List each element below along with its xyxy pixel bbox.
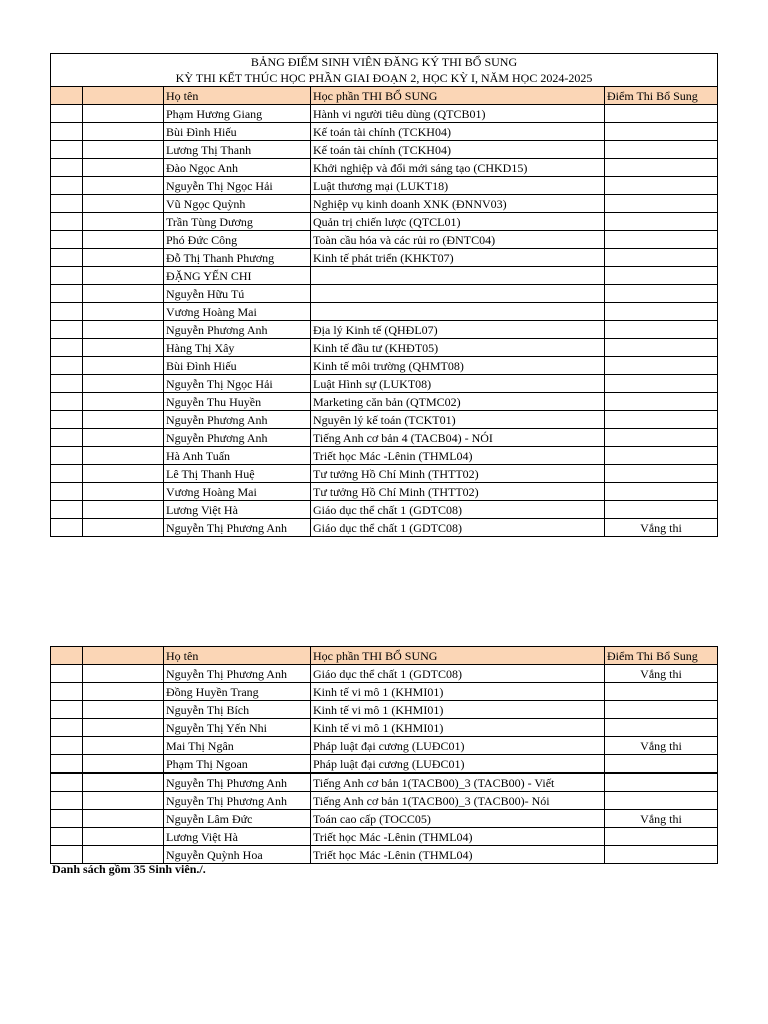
course-name: Marketing căn bản (QTMC02) (311, 393, 605, 411)
score-value (605, 141, 718, 159)
student-name: Bùi Đình Hiếu (164, 357, 311, 375)
student-name: Vương Hoàng Mai (164, 303, 311, 321)
score-value (605, 683, 718, 701)
row-blank-b (83, 411, 164, 429)
student-name: Nguyễn Thị Ngọc Hải (164, 375, 311, 393)
row-blank-a (51, 159, 83, 177)
row-blank-a (51, 141, 83, 159)
score-value (605, 321, 718, 339)
grade-table-2 (50, 646, 718, 864)
row-blank-a (51, 755, 83, 774)
row-blank-b (83, 105, 164, 123)
course-name: Giáo dục thể chất 1 (GDTC08) (311, 501, 605, 519)
table-row (51, 465, 718, 483)
table-row (51, 737, 718, 755)
row-blank-a (51, 303, 83, 321)
footer-note: Danh sách gồm 35 Sinh viên./. (52, 862, 206, 876)
course-name: Kinh tế môi trường (QHMT08) (311, 357, 605, 375)
score-value (605, 285, 718, 303)
course-name: Kế toán tài chính (TCKH04) (311, 123, 605, 141)
table-row (51, 249, 718, 267)
title-row (51, 54, 718, 87)
score-value: Vắng thi (605, 665, 718, 683)
row-blank-a (51, 737, 83, 755)
course-name: Pháp luật đại cương (LUĐC01) (311, 755, 605, 774)
table-row (51, 773, 718, 792)
course-name (311, 285, 605, 303)
student-name: ĐẶNG YẾN CHI (164, 267, 311, 285)
row-blank-a (51, 411, 83, 429)
score-value (605, 846, 718, 864)
table-row (51, 519, 718, 537)
student-name: Nguyễn Phương Anh (164, 321, 311, 339)
table-row (51, 285, 718, 303)
header-cell-blank-a (51, 87, 83, 105)
row-blank-b (83, 321, 164, 339)
course-name: Nguyên lý kế toán (TCKT01) (311, 411, 605, 429)
score-value (605, 465, 718, 483)
row-blank-a (51, 701, 83, 719)
course-name: Kinh tế vi mô 1 (KHMI01) (311, 701, 605, 719)
row-blank-b (83, 501, 164, 519)
table-row (51, 447, 718, 465)
row-blank-a (51, 665, 83, 683)
header-score: Điểm Thi Bổ Sung (605, 87, 718, 105)
row-blank-b (83, 465, 164, 483)
student-name: Vũ Ngọc Quỳnh (164, 195, 311, 213)
course-name: Kinh tế vi mô 1 (KHMI01) (311, 683, 605, 701)
table-row (51, 357, 718, 375)
table-row (51, 501, 718, 519)
table-row (51, 123, 718, 141)
row-blank-a (51, 683, 83, 701)
row-blank-b (83, 519, 164, 537)
course-name: Địa lý Kinh tế (QHĐL07) (311, 321, 605, 339)
row-blank-a (51, 357, 83, 375)
student-name: Nguyễn Thị Bích (164, 701, 311, 719)
score-value (605, 719, 718, 737)
row-blank-b (83, 375, 164, 393)
student-name: Đỗ Thị Thanh Phương (164, 249, 311, 267)
course-name: Luật Hình sự (LUKT08) (311, 375, 605, 393)
table-row (51, 755, 718, 774)
table-row (51, 846, 718, 864)
course-name: Tiếng Anh cơ bản 1(TACB00)_3 (TACB00) - Viết (311, 773, 605, 792)
row-blank-b (83, 177, 164, 195)
table-row (51, 483, 718, 501)
course-name: Triết học Mác -Lênin (THML04) (311, 447, 605, 465)
row-blank-a (51, 177, 83, 195)
row-blank-a (51, 429, 83, 447)
score-value (605, 303, 718, 321)
header-cell-blank-b (83, 647, 164, 665)
student-name: Bùi Đình Hiếu (164, 123, 311, 141)
table-row (51, 267, 718, 285)
score-value (605, 501, 718, 519)
row-blank-b (83, 123, 164, 141)
table-row (51, 375, 718, 393)
row-blank-b (83, 357, 164, 375)
table-row (51, 429, 718, 447)
table-row (51, 213, 718, 231)
course-name: Tư tưởng Hồ Chí Minh (THTT02) (311, 483, 605, 501)
score-value (605, 123, 718, 141)
score-value (605, 249, 718, 267)
row-blank-a (51, 792, 83, 810)
table-row (51, 321, 718, 339)
table-row (51, 339, 718, 357)
student-name: Nguyễn Hữu Tú (164, 285, 311, 303)
course-name: Triết học Mác -Lênin (THML04) (311, 846, 605, 864)
table-row (51, 159, 718, 177)
score-value (605, 231, 718, 249)
course-name: Kinh tế phát triển (KHKT07) (311, 249, 605, 267)
course-name: Khởi nghiệp và đổi mới sáng tạo (CHKD15) (311, 159, 605, 177)
student-name: Lê Thị Thanh Huệ (164, 465, 311, 483)
course-name: Tư tưởng Hồ Chí Minh (THTT02) (311, 465, 605, 483)
student-name: Nguyễn Thị Phương Anh (164, 773, 311, 792)
row-blank-b (83, 285, 164, 303)
student-name: Nguyễn Quỳnh Hoa (164, 846, 311, 864)
row-blank-a (51, 105, 83, 123)
score-value (605, 357, 718, 375)
row-blank-b (83, 810, 164, 828)
row-blank-a (51, 501, 83, 519)
course-name: Kinh tế vi mô 1 (KHMI01) (311, 719, 605, 737)
header-course: Học phần THI BỔ SUNG (311, 647, 605, 665)
row-blank-a (51, 393, 83, 411)
course-name: Toàn cầu hóa và các rủi ro (ĐNTC04) (311, 231, 605, 249)
student-name: Nguyễn Thị Yến Nhi (164, 719, 311, 737)
student-name: Phó Đức Công (164, 231, 311, 249)
row-blank-b (83, 303, 164, 321)
score-value (605, 773, 718, 792)
score-value (605, 105, 718, 123)
row-blank-b (83, 159, 164, 177)
score-value: Vắng thi (605, 737, 718, 755)
header-course: Học phần THI BỔ SUNG (311, 87, 605, 105)
row-blank-b (83, 339, 164, 357)
student-name: Mai Thị Ngân (164, 737, 311, 755)
course-name: Giáo dục thể chất 1 (GDTC08) (311, 519, 605, 537)
table-row (51, 303, 718, 321)
table-row (51, 701, 718, 719)
header-row (51, 87, 718, 105)
row-blank-a (51, 810, 83, 828)
student-name: Nguyễn Thu Huyền (164, 393, 311, 411)
sheet-title (51, 54, 718, 87)
row-blank-a (51, 123, 83, 141)
row-blank-b (83, 231, 164, 249)
score-value: Vắng thi (605, 519, 718, 537)
score-value: Vắng thi (605, 810, 718, 828)
row-blank-b (83, 792, 164, 810)
score-value (605, 267, 718, 285)
score-value (605, 755, 718, 774)
row-blank-b (83, 213, 164, 231)
course-name: Nghiệp vụ kinh doanh XNK (ĐNNV03) (311, 195, 605, 213)
score-value (605, 483, 718, 501)
score-value (605, 792, 718, 810)
table-row (51, 683, 718, 701)
table-row (51, 177, 718, 195)
course-name: Toán cao cấp (TOCC05) (311, 810, 605, 828)
score-value (605, 828, 718, 846)
row-blank-b (83, 828, 164, 846)
student-name: Nguyễn Lâm Đức (164, 810, 311, 828)
row-blank-a (51, 447, 83, 465)
row-blank-b (83, 755, 164, 774)
score-value (605, 213, 718, 231)
score-value (605, 701, 718, 719)
table-row (51, 792, 718, 810)
title-line-1: BẢNG ĐIỂM SINH VIÊN ĐĂNG KÝ THI BỔ SUNG (250, 55, 518, 69)
score-value (605, 195, 718, 213)
header-name: Họ tên (164, 87, 311, 105)
row-blank-b (83, 429, 164, 447)
row-blank-a (51, 249, 83, 267)
row-blank-a (51, 828, 83, 846)
table-row (51, 665, 718, 683)
row-blank-a (51, 519, 83, 537)
row-blank-b (83, 249, 164, 267)
row-blank-b (83, 719, 164, 737)
row-blank-b (83, 141, 164, 159)
table-row (51, 810, 718, 828)
course-name: Pháp luật đại cương (LUĐC01) (311, 737, 605, 755)
header-cell-blank-a (51, 647, 83, 665)
course-name: Hành vi người tiêu dùng (QTCB01) (311, 105, 605, 123)
student-name: Lương Thị Thanh (164, 141, 311, 159)
score-value (605, 177, 718, 195)
course-name (311, 303, 605, 321)
row-blank-b (83, 665, 164, 683)
course-name: Giáo dục thể chất 1 (GDTC08) (311, 665, 605, 683)
student-name: Nguyễn Phương Anh (164, 429, 311, 447)
row-blank-a (51, 321, 83, 339)
row-blank-a (51, 846, 83, 864)
row-blank-b (83, 447, 164, 465)
row-blank-a (51, 231, 83, 249)
row-blank-b (83, 701, 164, 719)
row-blank-b (83, 393, 164, 411)
row-blank-a (51, 465, 83, 483)
student-name: Lương Việt Hà (164, 501, 311, 519)
row-blank-a (51, 719, 83, 737)
score-value (605, 159, 718, 177)
course-name: Kế toán tài chính (TCKH04) (311, 141, 605, 159)
row-blank-b (83, 267, 164, 285)
student-name: Nguyễn Phương Anh (164, 411, 311, 429)
header-score: Điểm Thi Bổ Sung (605, 647, 718, 665)
table-row (51, 828, 718, 846)
row-blank-b (83, 773, 164, 792)
header-row (51, 647, 718, 665)
score-value (605, 411, 718, 429)
student-name: Nguyễn Thị Ngọc Hải (164, 177, 311, 195)
table-row (51, 141, 718, 159)
row-blank-a (51, 483, 83, 501)
student-name: Trần Tùng Dương (164, 213, 311, 231)
row-blank-a (51, 773, 83, 792)
student-name: Nguyễn Thị Phương Anh (164, 665, 311, 683)
row-blank-a (51, 213, 83, 231)
row-blank-a (51, 195, 83, 213)
grade-table-1 (50, 53, 718, 537)
student-name: Vương Hoàng Mai (164, 483, 311, 501)
score-value (605, 447, 718, 465)
student-name: Nguyễn Thị Phương Anh (164, 519, 311, 537)
table-row (51, 411, 718, 429)
row-blank-b (83, 737, 164, 755)
row-blank-b (83, 683, 164, 701)
student-name: Đào Ngọc Anh (164, 159, 311, 177)
course-name: Quản trị chiến lược (QTCL01) (311, 213, 605, 231)
table-row (51, 719, 718, 737)
table-row (51, 231, 718, 249)
student-name: Hà Anh Tuấn (164, 447, 311, 465)
course-name: Triết học Mác -Lênin (THML04) (311, 828, 605, 846)
student-name: Phạm Thị Ngoan (164, 755, 311, 774)
score-value (605, 339, 718, 357)
row-blank-a (51, 339, 83, 357)
row-blank-b (83, 483, 164, 501)
student-name: Hàng Thị Xây (164, 339, 311, 357)
student-name: Lương Việt Hà (164, 828, 311, 846)
student-name: Đồng Huyền Trang (164, 683, 311, 701)
course-name: Luật thương mại (LUKT18) (311, 177, 605, 195)
row-blank-b (83, 846, 164, 864)
row-blank-b (83, 195, 164, 213)
table-row (51, 393, 718, 411)
student-name: Phạm Hương Giang (164, 105, 311, 123)
row-blank-a (51, 267, 83, 285)
header-name: Họ tên (164, 647, 311, 665)
course-name: Tiếng Anh cơ bản 4 (TACB04) - NÓI (311, 429, 605, 447)
row-blank-a (51, 375, 83, 393)
student-name: Nguyễn Thị Phương Anh (164, 792, 311, 810)
score-value (605, 429, 718, 447)
score-value (605, 375, 718, 393)
table-row (51, 195, 718, 213)
course-name: Tiếng Anh cơ bản 1(TACB00)_3 (TACB00)- Nói (311, 792, 605, 810)
course-name: Kinh tế đầu tư (KHĐT05) (311, 339, 605, 357)
course-name (311, 267, 605, 285)
title-line-2: KỲ THI KẾT THÚC HỌC PHẦN GIAI ĐOẠN 2, HỌC KỲ I, NĂM HỌC 2024-2025 (175, 71, 593, 85)
header-cell-blank-b (83, 87, 164, 105)
table-row (51, 105, 718, 123)
row-blank-a (51, 285, 83, 303)
score-value (605, 393, 718, 411)
